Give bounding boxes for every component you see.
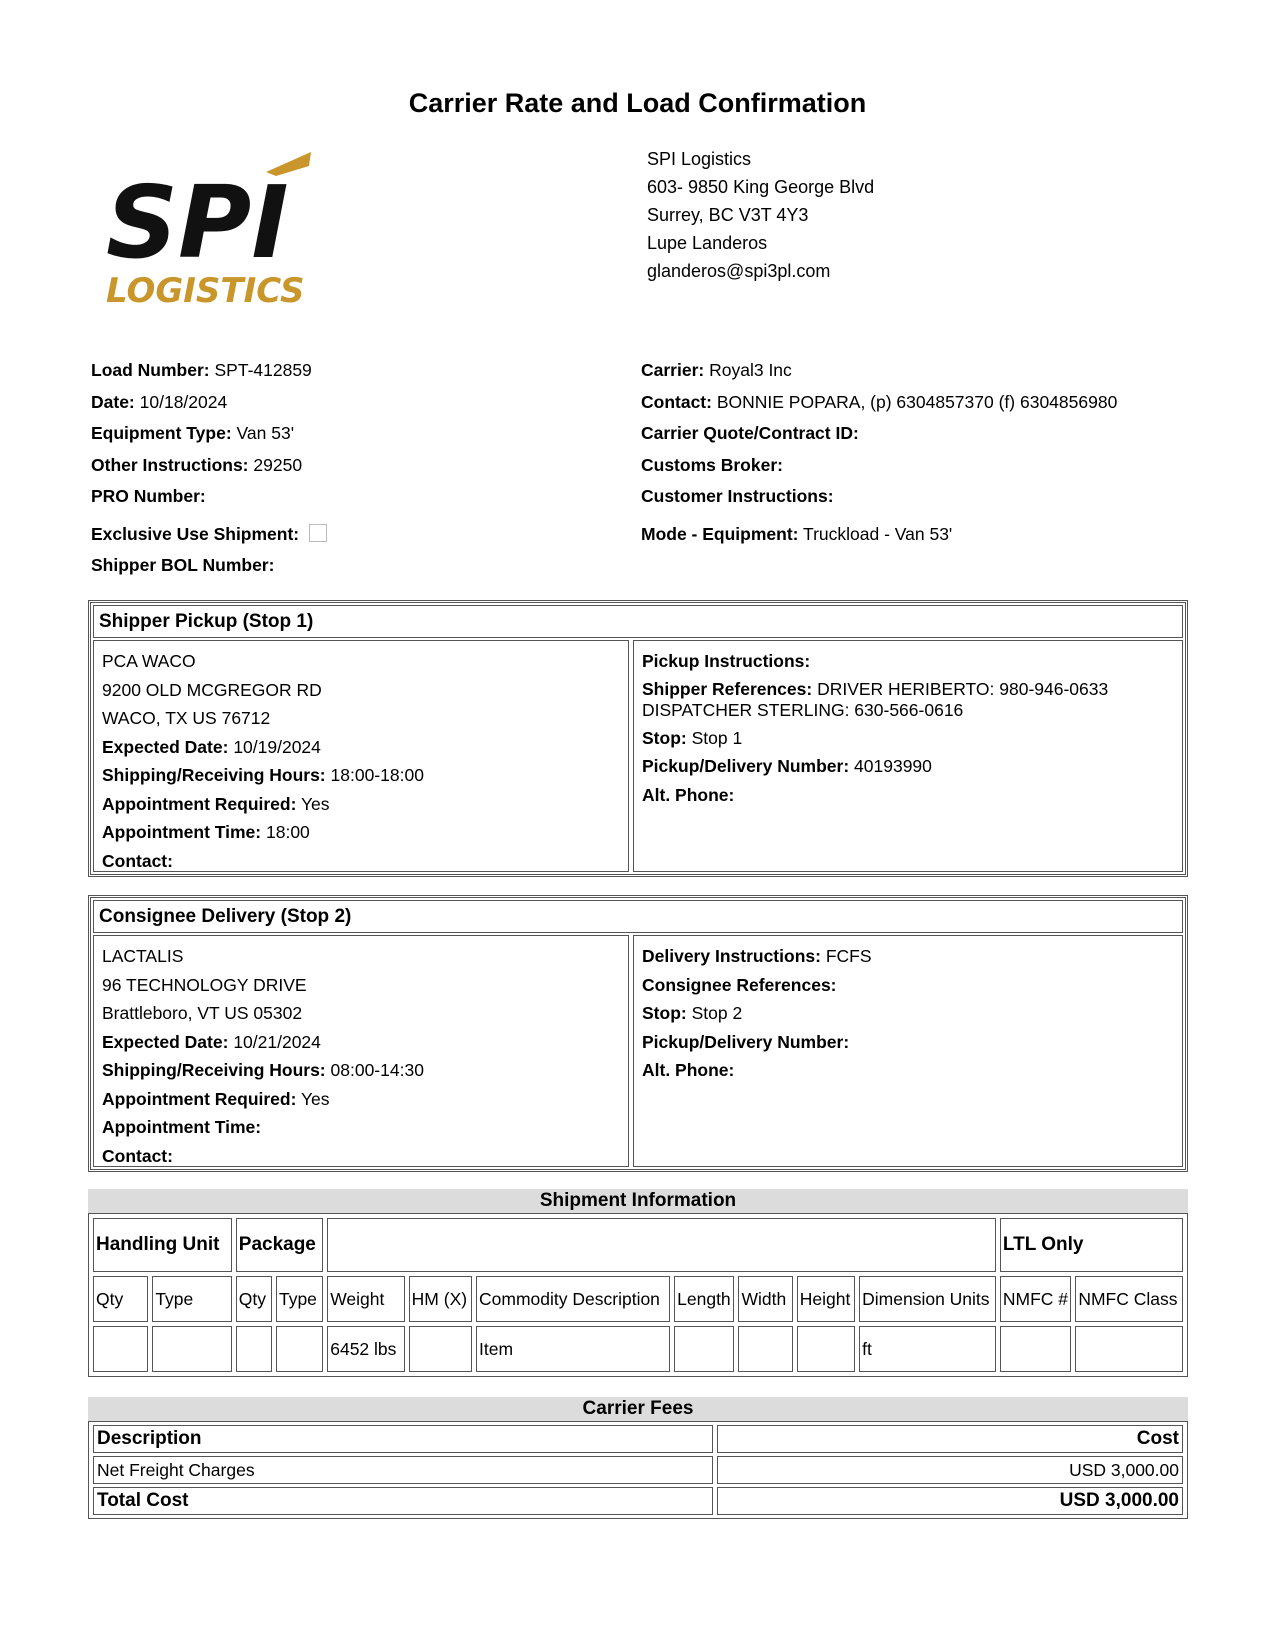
- fees-description-header: Description: [93, 1425, 713, 1453]
- table-cell: [674, 1326, 734, 1372]
- package-header: Package: [236, 1218, 323, 1272]
- total-cost-value: USD 3,000.00: [717, 1487, 1183, 1515]
- fees-total-row: [93, 1487, 1183, 1515]
- delivery-details: [633, 935, 1183, 1167]
- delivery-instructions: Delivery Instructions: FCFS: [642, 946, 872, 966]
- carrier-contact-value: BONNIE POPARA, (p) 6304857370 (f) 6304856980: [716, 391, 1118, 412]
- fees-header-row: [93, 1425, 1183, 1453]
- carrier-row: Carrier: Royal3 Inc: [641, 360, 792, 380]
- shipment-group-header-row: [93, 1218, 1183, 1272]
- carrier-contact-row: Contact: BONNIE POPARA, (p) 6304857370 (f) 6304856980: [641, 391, 1118, 412]
- delivery-section: [88, 895, 1188, 1172]
- delivery-address2: Brattleboro, VT US 05302: [102, 1003, 303, 1023]
- load-number-value: SPT-412859: [214, 360, 312, 380]
- pickup-appt-time: Appointment Time: 18:00: [102, 822, 310, 842]
- table-cell: [409, 1326, 472, 1372]
- column-header: Commodity Description: [476, 1276, 670, 1322]
- column-header: Width: [738, 1276, 792, 1322]
- table-cell: Item: [476, 1326, 670, 1372]
- column-header: Length: [674, 1276, 734, 1322]
- delivery-name: LACTALIS: [102, 946, 184, 966]
- date-row: Date: 10/18/2024: [91, 391, 228, 412]
- equipment-type-row: Equipment Type: Van 53': [91, 423, 295, 443]
- table-cell: 6452 lbs: [327, 1326, 404, 1372]
- pickup-contact: Contact:: [102, 850, 173, 871]
- company-contact-name: Lupe Landeros: [647, 233, 768, 253]
- column-header: NMFC #: [1000, 1276, 1071, 1322]
- table-cell: [276, 1326, 323, 1372]
- company-logo: [106, 152, 326, 322]
- company-name: SPI Logistics: [647, 149, 752, 169]
- delivery-references: Consignee References:: [642, 974, 837, 995]
- table-row: [93, 1326, 1183, 1372]
- pickup-alt-phone: Alt. Phone:: [642, 784, 735, 805]
- quote-id-row: Carrier Quote/Contract ID:: [641, 423, 859, 443]
- pickup-address1: 9200 OLD MCGREGOR RD: [102, 679, 322, 700]
- shipper-bol-row: Shipper BOL Number:: [91, 555, 275, 575]
- company-address-line1: 603- 9850 King George Blvd: [647, 177, 875, 197]
- shipment-blank-header: [327, 1218, 996, 1272]
- carrier-value: Royal3 Inc: [709, 360, 792, 380]
- load-number-row: Load Number: SPT-412859: [91, 360, 312, 380]
- delivery-header: Consignee Delivery (Stop 2): [93, 900, 1183, 933]
- date-value: 10/18/2024: [139, 391, 228, 412]
- pickup-name: PCA WACO: [102, 651, 196, 671]
- fees-cost-header: Cost: [717, 1425, 1183, 1453]
- pickup-instructions: Pickup Instructions:: [642, 651, 811, 671]
- column-header: Weight: [327, 1276, 404, 1322]
- delivery-pd-number: Pickup/Delivery Number:: [642, 1031, 850, 1052]
- shipment-table: [88, 1213, 1188, 1377]
- pickup-details: [633, 640, 1183, 872]
- company-address-block: [647, 145, 874, 285]
- delivery-address1: 96 TECHNOLOGY DRIVE: [102, 974, 307, 995]
- ltl-only-header: LTL Only: [1000, 1218, 1183, 1272]
- delivery-appt-required: Appointment Required: Yes: [102, 1088, 330, 1109]
- exclusive-use-checkbox[interactable]: [309, 524, 327, 542]
- total-cost-label: Total Cost: [93, 1487, 713, 1515]
- table-cell: [1000, 1326, 1071, 1372]
- table-cell: [152, 1326, 231, 1372]
- pickup-location: [93, 640, 629, 872]
- delivery-hours: Shipping/Receiving Hours: 08:00-14:30: [102, 1060, 424, 1080]
- shipment-column-header-row: [93, 1276, 1183, 1322]
- column-header: NMFC Class: [1075, 1276, 1183, 1322]
- table-cell: [797, 1326, 855, 1372]
- equipment-type-value: Van 53': [236, 423, 295, 443]
- column-header: Type: [152, 1276, 231, 1322]
- column-header: Type: [276, 1276, 323, 1322]
- pickup-expected-date: Expected Date: 10/19/2024: [102, 736, 321, 757]
- column-header: Dimension Units: [859, 1276, 996, 1322]
- column-header: Height: [797, 1276, 855, 1322]
- company-address-line2: Surrey, BC V3T 4Y3: [647, 205, 809, 225]
- delivery-stop: Stop: Stop 2: [642, 1003, 743, 1023]
- delivery-appt-time: Appointment Time:: [102, 1117, 262, 1137]
- table-cell: [1075, 1326, 1183, 1372]
- delivery-alt-phone: Alt. Phone:: [642, 1060, 735, 1080]
- table-cell: [738, 1326, 792, 1372]
- svg-text:LOGISTICS: LOGISTICS: [106, 271, 305, 311]
- table-cell: [93, 1326, 148, 1372]
- pickup-stop: Stop: Stop 1: [642, 727, 743, 748]
- shipment-info-title: Shipment Information: [88, 1189, 1188, 1213]
- load-details-right: [641, 355, 1117, 550]
- carrier-fees-table: [88, 1421, 1188, 1519]
- mode-equipment-row: Mode - Equipment: Truckload - Van 53': [641, 523, 953, 544]
- customer-instructions-row: Customer Instructions:: [641, 486, 834, 506]
- column-header: Qty: [93, 1276, 148, 1322]
- page-title: Carrier Rate and Load Confirmation: [408, 88, 867, 118]
- other-instructions-value: 29250: [253, 454, 303, 475]
- exclusive-use-row: Exclusive Use Shipment:: [91, 519, 327, 551]
- svg-text:SPI: SPI: [106, 164, 289, 281]
- customs-broker-row: Customs Broker:: [641, 454, 783, 475]
- mode-equipment-value: Truckload - Van 53': [803, 523, 953, 544]
- company-email: glanderos@spi3pl.com: [647, 261, 831, 281]
- pickup-appt-required: Appointment Required: Yes: [102, 793, 330, 814]
- table-row: [93, 1456, 1183, 1484]
- pickup-address2: WACO, TX US 76712: [102, 708, 271, 728]
- table-cell: ft: [859, 1326, 996, 1372]
- table-cell: [236, 1326, 272, 1372]
- pickup-header: Shipper Pickup (Stop 1): [93, 605, 1183, 638]
- handling-unit-header: Handling Unit: [93, 1218, 232, 1272]
- fee-cost: USD 3,000.00: [717, 1456, 1183, 1484]
- column-header: Qty: [236, 1276, 272, 1322]
- load-details-left: [91, 355, 327, 582]
- delivery-location: [93, 935, 629, 1167]
- pro-number-row: PRO Number:: [91, 486, 206, 506]
- delivery-contact: Contact:: [102, 1145, 173, 1166]
- pickup-references: Shipper References: DRIVER HERIBERTO: 980-946-0633 DISPATCHER STERLING: 630-566-0616: [642, 678, 1109, 720]
- pickup-section: [88, 600, 1188, 877]
- carrier-fees-title: Carrier Fees: [88, 1397, 1188, 1421]
- pickup-hours: Shipping/Receiving Hours: 18:00-18:00: [102, 765, 424, 785]
- fee-description: Net Freight Charges: [93, 1456, 713, 1484]
- spi-logo-icon: [106, 152, 326, 312]
- delivery-expected-date: Expected Date: 10/21/2024: [102, 1031, 321, 1052]
- column-header: HM (X): [409, 1276, 472, 1322]
- other-instructions-row: Other Instructions: 29250: [91, 454, 303, 475]
- pickup-pd-number: Pickup/Delivery Number: 40193990: [642, 756, 932, 776]
